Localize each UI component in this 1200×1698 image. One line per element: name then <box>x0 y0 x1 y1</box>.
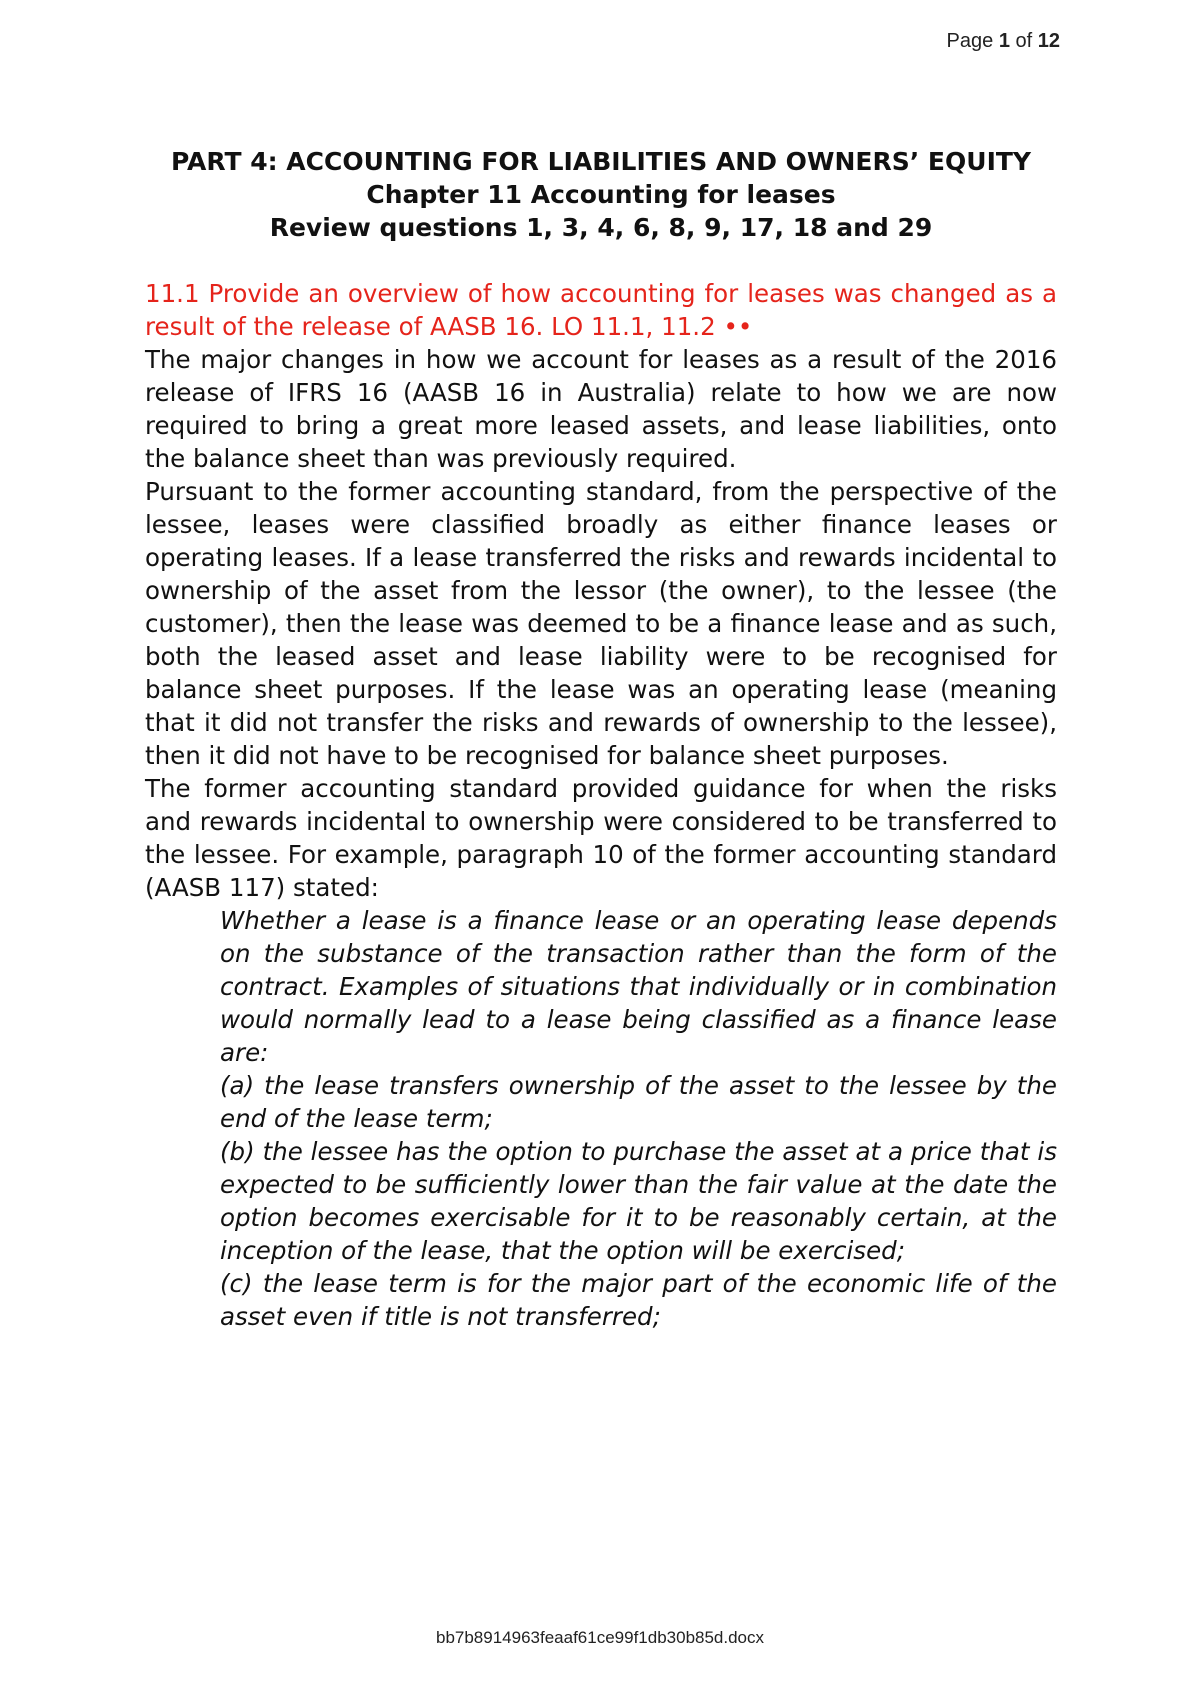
quote-intro: Whether a lease is a finance lease or an operating lease depends on the substance of the transaction rather than the form of the contract. Examples of situations that individually or in combination would normally lead to a lease being classified as a finance lease are: <box>220 906 1057 1067</box>
page-number <box>947 30 1060 53</box>
quote-item-b: (b) the lessee has the option to purchase the asset at a price that is expected to be sufficiently lower than the fair value at the date the option becomes exercisable for it to be reasonably certain, at the inception of the lease, that the option will be exercised; <box>220 1137 1057 1265</box>
page-current: 1 <box>998 30 1010 52</box>
footer-filename: bb7b8914963feaaf61ce99f1db30b85d.docx <box>435 1628 765 1647</box>
quote-item-a: (a) the lease transfers ownership of the asset to the lessee by the end of the lease term; <box>220 1071 1057 1133</box>
answer-paragraph: The former accounting standard provided guidance for when the risks and rewards incidental to ownership were considered to be transferred to the lessee. For example, paragraph 10 of the former accounting standard (AASB 117) stated: <box>145 774 1057 902</box>
quote-item-c: (c) the lease term is for the major part of the economic life of the asset even if title is not transferred; <box>220 1269 1057 1331</box>
question-11-1: 11.1 Provide an overview of how accounting for leases was changed as a result of the release of AASB 16. LO 11.1, 11.2 •• <box>145 279 1057 341</box>
answer-paragraph: Pursuant to the former accounting standard, from the perspective of the lessee, leases were classified broadly as either finance leases or operating leases. If a lease transferred the risks and rewards incidental to ownership of the asset from the lessor (the owner), to the lessee (the customer), then the lease was deemed to be a finance lease and as such, both the leased asset and lease liability were to be recognised for balance sheet purposes. If the lease was an operating lease (meaning that it did not transfer the risks and rewards of ownership to the lessee), then it did not have to be recognised for balance sheet purposes. <box>145 477 1057 770</box>
part-title: PART 4: ACCOUNTING FOR LIABILITIES AND OWNERS’ EQUITY <box>170 147 1032 176</box>
page-label: Page <box>946 30 994 52</box>
answer-paragraph: The major changes in how we account for leases as a result of the 2016 release of IFRS 16 (AASB 16 in Australia) relate to how we are now required to bring a great more leased assets, and lease liabilities, onto the balance sheet than was previously required. <box>145 345 1057 473</box>
chapter-title: Chapter 11 Accounting for leases <box>366 180 836 209</box>
document-body <box>145 145 1057 1333</box>
review-questions-title: Review questions 1, 3, 4, 6, 8, 9, 17, 18 and 29 <box>269 213 933 242</box>
page-total: 12 <box>1037 30 1060 52</box>
page-of: of <box>1015 30 1033 52</box>
